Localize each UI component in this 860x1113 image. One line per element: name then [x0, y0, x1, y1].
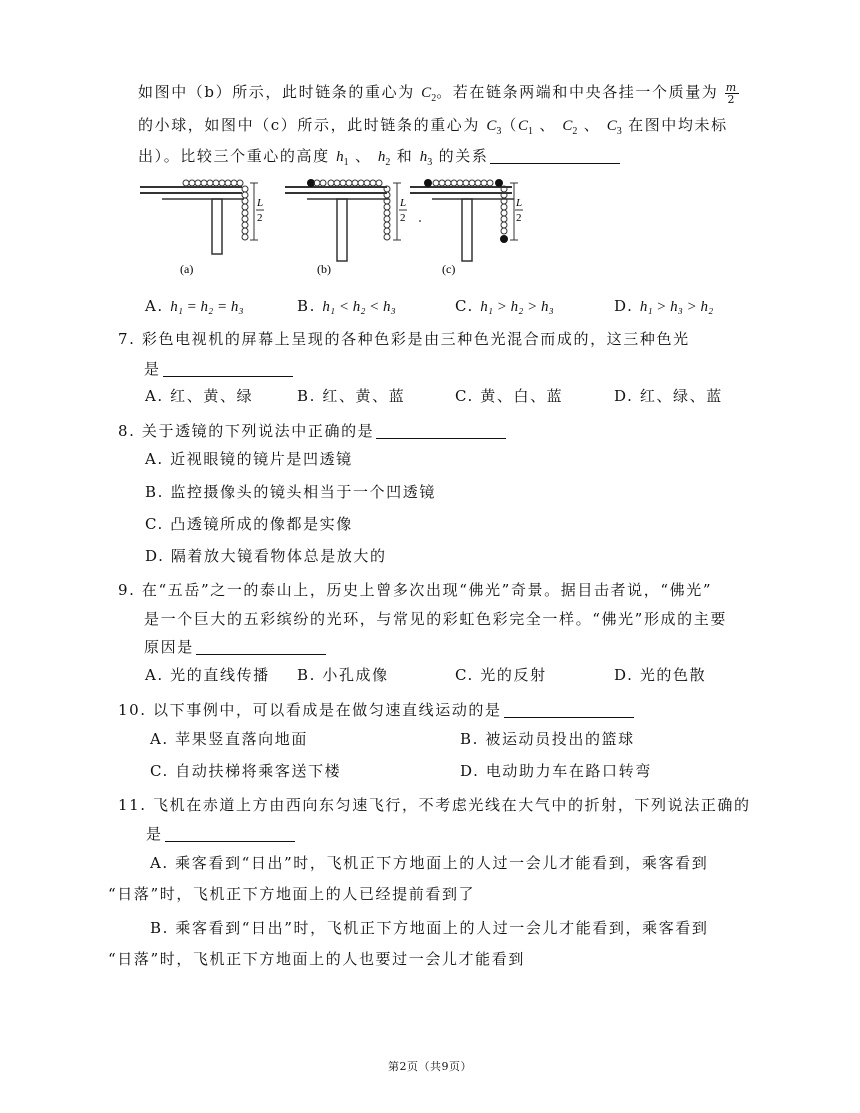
q11-option-b-line-1[interactable]: B. 乘客看到“日出”时，飞机正下方地面上的人过一会儿才能看到，乘客看到	[150, 919, 709, 937]
table-b	[285, 179, 407, 276]
q10-stem: 10. 以下事例中，可以看成是在做匀速直线运动的是	[118, 699, 634, 721]
answer-blank[interactable]	[163, 361, 293, 377]
q8-stem: 8. 关于透镜的下列说法中正确的是	[118, 420, 506, 442]
svg-text:2: 2	[400, 212, 406, 224]
answer-blank[interactable]	[504, 702, 634, 718]
answer-blank[interactable]	[490, 148, 620, 164]
q6-option-d[interactable]: D. h₁ > h₃ > h₂	[614, 297, 714, 315]
q9-option-c[interactable]: C. 光的反射	[455, 666, 547, 684]
q8-option-a[interactable]: A. 近视眼镜的镜片是凹透镜	[145, 450, 353, 468]
q7-stem-2: 是	[144, 358, 293, 380]
q7-option-d[interactable]: D. 红、绿、蓝	[614, 387, 723, 405]
q11-option-a-line-2[interactable]: “日落”时，飞机正下方地面上的人已经提前看到了	[108, 885, 476, 903]
q11-stem-2: 是	[146, 823, 295, 845]
q10-option-b[interactable]: B. 被运动员投出的篮球	[460, 730, 635, 748]
q10-option-d[interactable]: D. 电动助力车在路口转弯	[460, 762, 652, 780]
table-c	[410, 179, 523, 276]
page-footer: 第2页（共9页）	[388, 1060, 472, 1073]
svg-text:L: L	[516, 197, 523, 209]
q7-option-c[interactable]: C. 黄、白、蓝	[455, 387, 564, 405]
svg-text:2: 2	[257, 212, 263, 224]
q6-option-c[interactable]: C. h₁ > h₂ > h₃	[455, 297, 554, 315]
q11-option-b-line-2[interactable]: “日落”时，飞机正下方地面上的人也要过一会儿才能看到	[108, 950, 525, 968]
mass-fraction: $\frac{m}{2}$	[725, 80, 738, 106]
q9-stem-3: 原因是	[144, 636, 326, 658]
q11-option-a-line-1[interactable]: A. 乘客看到“日出”时，飞机正下方地面上的人过一会儿才能看到，乘客看到	[150, 854, 709, 872]
q8-option-d[interactable]: D. 隔着放大镜看物体总是放大的	[145, 547, 387, 565]
q7-option-b[interactable]: B. 红、黄、蓝	[297, 387, 406, 405]
q11-stem-1: 11. 飞机在赤道上方由西向东匀速飞行，不考虑光线在大气中的折射，下列说法正确的	[118, 796, 751, 814]
q9-option-b[interactable]: B. 小孔成像	[297, 666, 389, 684]
q6-option-b[interactable]: B. h₁ < h₂ < h₃	[297, 297, 396, 315]
answer-blank[interactable]	[376, 423, 506, 439]
q10-option-c[interactable]: C. 自动扶梯将乘客送下楼	[150, 762, 342, 780]
label-b: (b)	[317, 262, 331, 276]
answer-blank[interactable]	[165, 826, 295, 842]
q8-option-b[interactable]: B. 监控摄像头的镜头相当于一个凹透镜	[145, 483, 436, 501]
chain-figure	[132, 173, 632, 288]
svg-text:L: L	[257, 197, 264, 209]
q7-stem-1: 7. 彩色电视机的屏幕上呈现的各种色彩是由三种色光混合而成的，这三种色光	[118, 330, 690, 348]
answer-blank[interactable]	[196, 639, 326, 655]
q6-line-2: 的小球，如图中（c）所示，此时链条的重心为 $C_3(C_1$ 、 $C_2$ 、 $C_3$ 在图中均未标	[138, 116, 728, 137]
label-a: (a)	[180, 262, 194, 276]
svg-text:2: 2	[516, 212, 522, 224]
label-c: (c)	[442, 262, 456, 276]
q9-stem-1: 9. 在“五岳”之一的泰山上，历史上曾多次出现“佛光”奇景。据目击者说，“佛光”	[118, 581, 713, 599]
q6-line-1: 如图中（b）所示，此时链条的重心为 $C_2$。若在链条两端和中央各挂一个质量为 $\frac{m}{2}$	[138, 80, 738, 106]
q10-option-a[interactable]: A. 苹果竖直落向地面	[150, 730, 308, 748]
c2-symbol: $C_2$	[421, 85, 437, 104]
q8-option-c[interactable]: C. 凸透镜所成的像都是实像	[145, 515, 353, 533]
svg-text:L: L	[400, 197, 407, 209]
q6-line-3: 出）。比较三个重心的高度 $h_1$ 、 $h_2$ 和 $h_3$ 的关系	[138, 145, 620, 174]
q9-option-d[interactable]: D. 光的色散	[614, 666, 707, 684]
q9-stem-2: 是一个巨大的五彩缤纷的光环，与常见的彩虹色彩完全一样。“佛光”形成的主要	[144, 610, 727, 628]
table-a	[140, 180, 264, 276]
q6-option-a[interactable]: A. h₁ = h₂ = h₃	[145, 297, 244, 315]
q7-option-a[interactable]: A. 红、黄、绿	[145, 387, 254, 405]
q9-option-a[interactable]: A. 光的直线传播	[145, 666, 270, 684]
